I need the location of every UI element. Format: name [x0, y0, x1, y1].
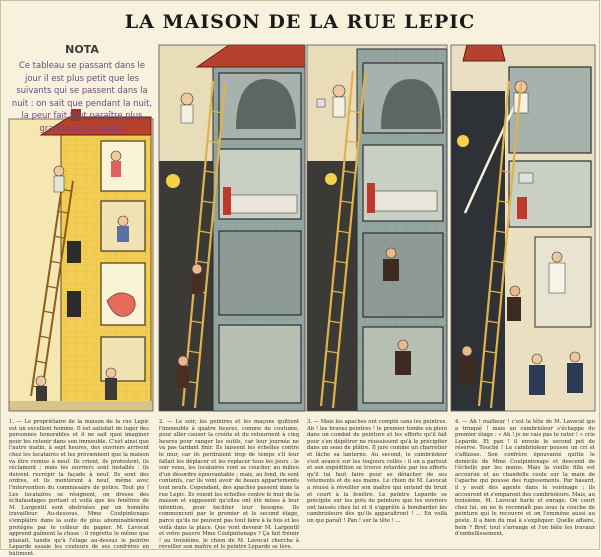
panel-3-painter-head	[333, 85, 345, 97]
panel-2-roof-figure-body	[181, 105, 193, 123]
panel-4-moon	[457, 135, 469, 147]
panel-1-painter-head	[54, 166, 64, 176]
panel-1-window-4	[101, 141, 145, 191]
panel-4-chair	[517, 197, 527, 219]
panel-4-agent-body	[529, 365, 545, 395]
panel-4-woman-head	[552, 252, 562, 262]
panel-2-apache-head	[192, 264, 202, 274]
panel-1-sidewalk	[9, 401, 153, 411]
panel-3-paint-pot	[317, 99, 325, 107]
panel-2-window-1	[219, 325, 301, 403]
caption-4: 4. — Ah ! malheur ! c'est la tête de M. Lavocat qui a trinqué ! mais un cambrioleur s'échappe du premier étage : « Ah ! je ne vais pas te rater ! » crie Leparde. Et pan ! il envoie le second pot de réserve. Touché ! Le cambrioleur pousse un cri et s'affaisse. Son confrère épouvanté quitte le domicile de Mme Coulpintenaps et descend de l'échelle par les mains. Mais la vieille fille est accourue et au chandelle coule sur la main de l'apache qui pousse des rugissements. Par hasard, il y avait des agents dans le voisinage ; ils accourent et s'emparent des cambrioleurs. Mais, au troisième, M. Lavocat hurle et enrage. On court chez lui, on ne le reconnaît pas sous la couche de peinture qui le recouvre et on l'emmène aussi au poste. Il a bien du mal à s'expliquer. Quelle affaire, hein ? Bref, tout s'arrange et l'on bâte les travaux d'embellissement.	[455, 419, 595, 538]
panel-4-roof	[463, 45, 505, 61]
panel-1	[9, 109, 153, 411]
panel-3-apache-body	[383, 259, 399, 281]
panel-3-apache2-head	[398, 340, 408, 350]
panel-1-figure-head	[111, 151, 121, 161]
nota-text: Ce tableau se passant dans le jour il est plus petit que les suivants qui se passent dans la nuit : on sait que pendant la nuit, la peur fait tout paraître plus grand que la réalité.	[11, 60, 153, 133]
panel-1-figure2-head	[118, 216, 128, 226]
panel-4-apache2-body	[459, 357, 475, 383]
panel-3-window-2	[363, 233, 443, 317]
panel-1-side-window	[67, 291, 81, 317]
panel-2-apache2-body	[177, 366, 189, 388]
comic-title: LA MAISON DE LA RUE LEPIC	[124, 11, 476, 33]
panel-2	[159, 45, 305, 411]
panel-4-woman-body	[549, 263, 565, 293]
panel-4-agent2-body	[567, 363, 583, 393]
panel-1-figure-body	[111, 161, 121, 177]
panel-2-window-2	[219, 231, 301, 315]
panel-1-figure2-body	[117, 226, 129, 242]
panel-4-apache-body	[507, 297, 521, 321]
panel-1-street-man2-head	[106, 368, 116, 378]
nota-title: NOTA	[65, 43, 99, 56]
panel-4-apache2-head	[462, 346, 472, 356]
caption-3: 3. — Mais les apaches ont compté sans les peintres. Ah ! les braves peintres ! le premier tombe en plein dans un combat de peinture et les efforts qu'il fait pour s'en dépêtrer ne réussissent qu'à le précipiter dans un seau de plâtre. Il jure comme un charretier et lâche sa lanterne. Au second, le cambrioleur s'est avancé sur les toujours collés : il en a partout et son expédition se trouve retardée par les efforts qu'il lui faut faire pour se détacher de ses vêtements et de ses mains. Le chien de M. Lavocat a réussi à réveiller son maître qui entend du bruit et court à la fenêtre. Le peintre Leparde se précipite sur les pots de peinture que les ouvriers ont laissés chez lui et il s'apprête à bombarder les cambrioleurs dès qu'ils apparaîtront ! ... En voilà un qui paraît ! Pan ! sur la tête ! ...	[307, 419, 447, 524]
panel-2-apache-body	[191, 274, 203, 294]
panel-4-painter-body	[514, 93, 528, 113]
panel-4-agent2-head	[570, 352, 580, 362]
panel-4-apache-head	[510, 286, 520, 296]
panel-3-apache-head	[386, 248, 396, 258]
nota-box	[11, 43, 153, 134]
panel-4-agent-head	[532, 354, 542, 364]
panel-2-bed	[227, 195, 297, 213]
caption-2: 2. — Le soir, les peintres et les maçons quittent l'immeuble à quatre heures, comme de coutume, pour aller causer la croûte et du retournent à cinq heures pour ranger les outils, car leur journée ne va pas tardant finir. Ils laissent les échelles contre le mur, car ils perdraient trop de temps s'il leur fallait les déplacer et les replacer tous les jours : le soir venu, les locataires vont se coucher, au milieu d'un désordre épouvantable ; mais, au fond, ils sont contents, car ils vont avoir de beaux appartements tout neufs. Cependant, des apaches passent dans la rue Lepic. Ils voient les échelles contre le mur de la maison et supposent qu'elles ont été mises à leur intention, pour faciliter leur besogne. Ils commencent par le premier et le second étage, parce qu'ils ne peuvent pas tout faire à la fois et les voilà dans la place. Que vont devenir M. Largentil et votre pauvre Mme Coulpintenaps ? Ça fait frémir ! au troisième, le chien de M. Lavocat cherche à réveiller son maître et le peintre Leparde se lève.	[159, 419, 299, 551]
panel-3-apache2-body	[395, 351, 411, 375]
panel-4-pot	[519, 173, 533, 183]
panel-1-side-window-2	[67, 241, 81, 263]
panel-3-chair	[367, 183, 375, 213]
caption-1: 1. — Le propriétaire de la maison de la rue Lepic est un excellent homme. Il est satisfait de loger des personnes honorables et il ne sait quoi imaginer pour les retenir dans son immeuble. C'est ainsi que l'autre matin, à sept heures, des ouvriers arrivent chez les locataires et les préviennent que la maison va être remise à neuf. Ils crient, ils protestent, ils réclament ; mais les ouvriers sont installés : ils doivent recrépir la façade à neuf. Ils sont des ordres, et ils montèrent à neuf, même avec l'intervention du commissaire de police. Tout pis ! Les locataires se résignent, on dresse des échafaudages portant et voilà que les fenêtres de M. Largentil sont obstruées par un honnête travailleur. Au-dessous, Mme Coulpintenaps s'emplâtre dans la suite de plus abominablement protégée par le colleur de papier. M. Lavocat apprend gaîment la chose : il regrette le même que plaisait, tandis qu'à l'étage au-dessus le peintre Leparde essaie les couleurs de ses confrères en bâtiment.	[9, 419, 149, 557]
panel-1-street-man-head	[36, 376, 46, 386]
panel-3-lantern-glow	[325, 173, 337, 185]
panel-2-roof-figure-head	[181, 93, 193, 105]
panel-2-chair	[223, 187, 231, 215]
panel-2-moon	[166, 174, 180, 188]
panel-2-apache2-head	[178, 356, 188, 366]
panel-3-bed	[371, 191, 437, 211]
panel-3-painter-body	[333, 97, 345, 117]
panel-1-painter-body	[54, 176, 64, 192]
panel-4	[451, 45, 595, 411]
panel-3	[307, 45, 447, 411]
panel-1-street-man2-body	[105, 378, 117, 400]
